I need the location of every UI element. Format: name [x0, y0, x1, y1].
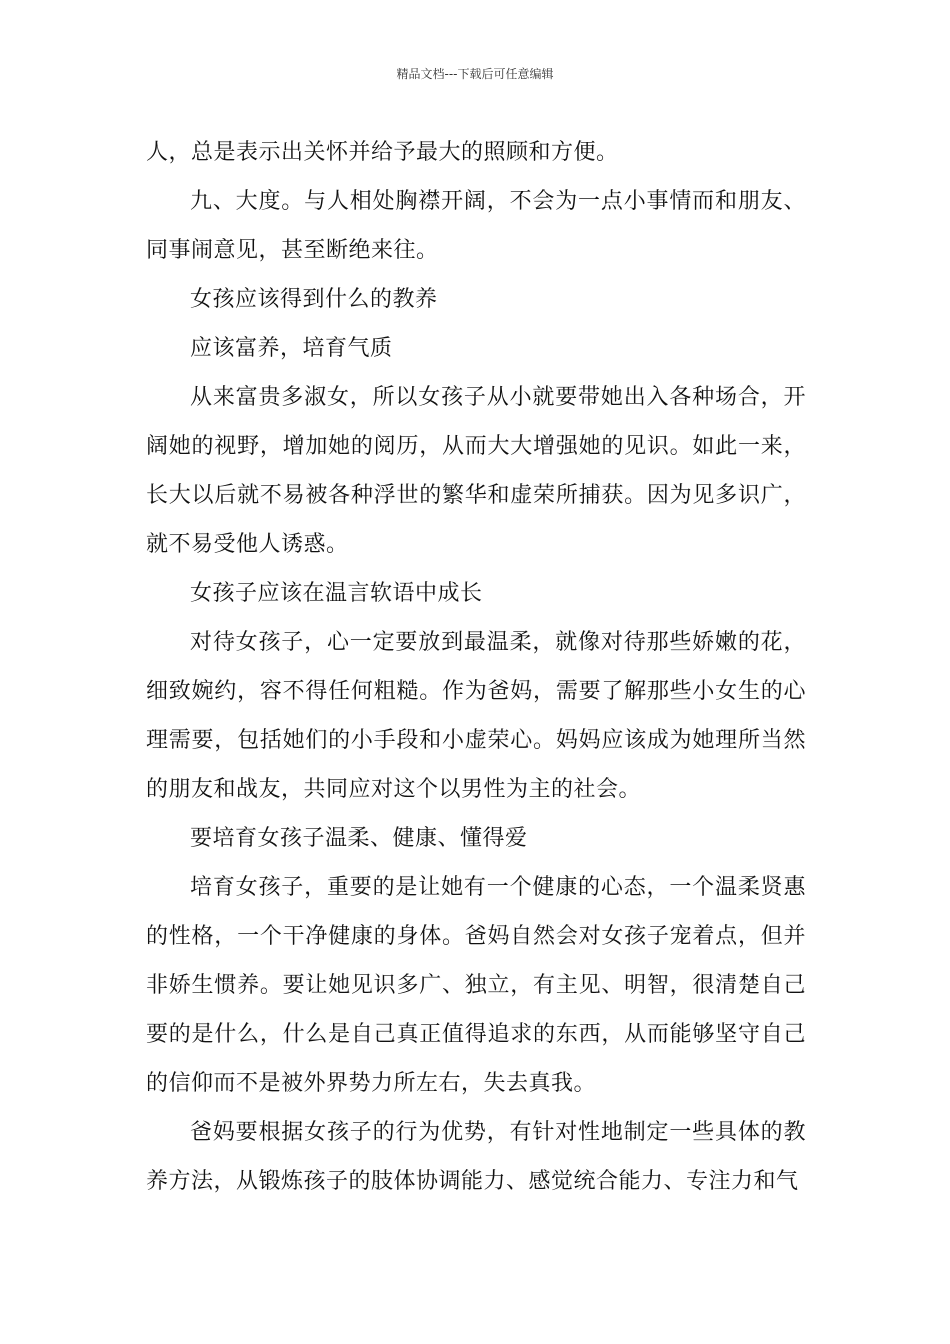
paragraph-parenting-methods: 爸妈要根据女孩子的行为优势，有针对性地制定一些具体的教养方法，从锻炼孩子的肢体协调能力、感觉统合能力、专注力和气	[146, 1120, 806, 1194]
paragraph-gentle-healthy-love: 培育女孩子，重要的是让她有一个健康的心态，一个温柔贤惠的性格，一个干净健康的身体。爸妈自然会对女孩子宠着点，但并非娇生惯养。要让她见识多广、独立，有主见、明智，很清楚自己要的是什么，什么是自己真正值得追求的东西，从而能够坚守自己的信仰而不是被外界势力所左右，失去真我。	[146, 875, 806, 1096]
section-heading-upbringing: 女孩应该得到什么的教养	[190, 287, 438, 312]
page-header: 精品文档---下载后可任意编辑	[396, 67, 554, 81]
paragraph-rich-raising: 从来富贵多淑女，所以女孩子从小就要带她出入各种场合，开阔她的视野，增加她的阅历，从而大大增强她的见识。如此一来，长大以后就不易被各种浮世的繁华和虚荣所捕获。因为见多识广，就不易受他人诱惑。	[146, 385, 806, 557]
subheading-rich-raising: 应该富养，培育气质	[190, 336, 393, 361]
subheading-gentle-words: 女孩子应该在温言软语中成长	[190, 581, 483, 606]
document-body	[146, 128, 806, 1206]
paragraph-gentle-words: 对待女孩子，心一定要放到最温柔，就像对待那些娇嫩的花，细致婉约，容不得任何粗糙。作为爸妈，需要了解那些小女生的心理需要，包括她们的小手段和小虚荣心。妈妈应该成为她理所当然的朋友和战友，共同应对这个以男性为主的社会。	[146, 630, 806, 802]
subheading-gentle-healthy-love: 要培育女孩子温柔、健康、懂得爱	[190, 826, 528, 851]
paragraph-continuation: 人，总是表示出关怀并给予最大的照顾和方便。	[146, 140, 619, 165]
paragraph-generosity: 九、大度。与人相处胸襟开阔，不会为一点小事情而和朋友、同事闹意见，甚至断绝来往。	[146, 189, 806, 263]
